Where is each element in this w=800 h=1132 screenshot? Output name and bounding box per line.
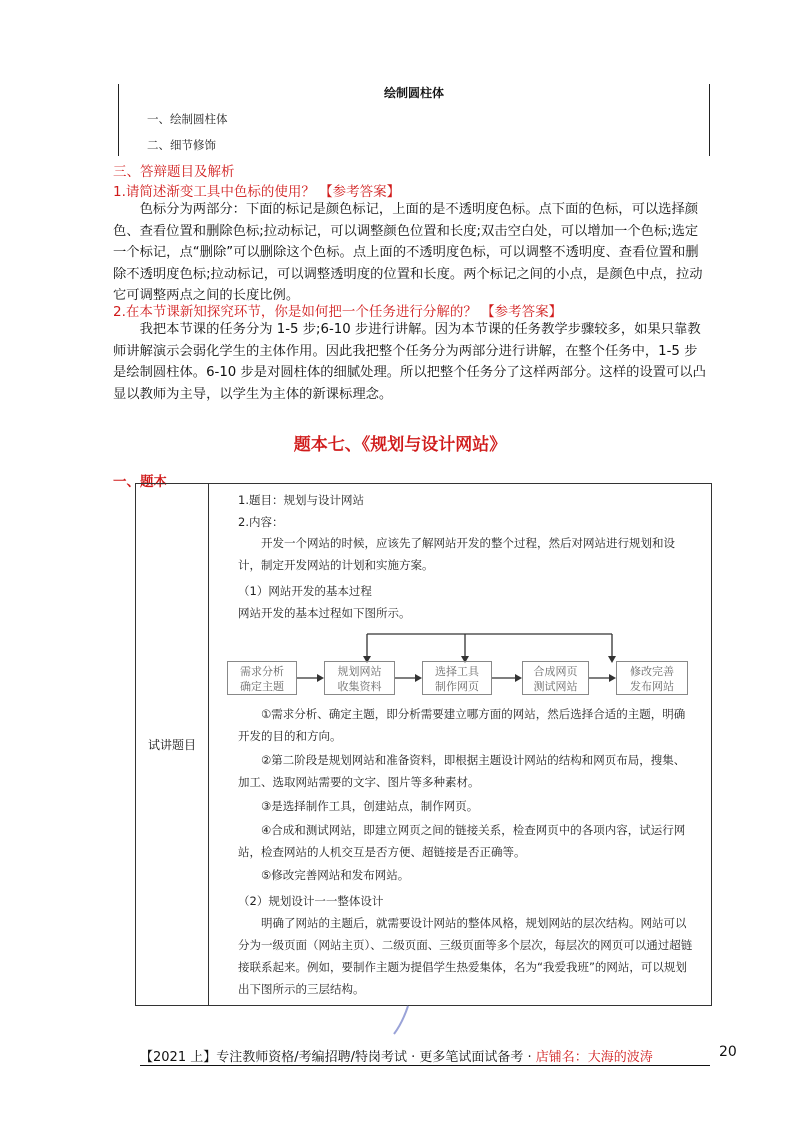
flow-step-3-line2: 制作网页	[435, 680, 479, 693]
flow-step-4-line2: 测试网站	[533, 680, 578, 693]
flow-step-1-line1: 需求分析	[240, 665, 284, 678]
flow-step-4	[522, 661, 589, 695]
chapter-heading: 题本七、《规划与设计网站》	[293, 435, 507, 455]
flow-step-2-line1: 规划网站	[337, 665, 382, 678]
top-box	[118, 84, 710, 156]
table-left-label: 试讲题目	[136, 484, 209, 1006]
table-content	[209, 484, 711, 1005]
flow-step-1-line2: 确定主题	[240, 680, 284, 693]
content-line-sub1-desc: 网站开发的基本过程如下图所示。	[238, 606, 411, 620]
question-1: 1.请简述渐变工具中色标的使用？ 【参考答案】	[113, 184, 401, 200]
flow-step-3-line1: 选择工具	[435, 665, 479, 678]
flow-diagram	[219, 628, 704, 703]
table-content-cell	[209, 484, 712, 1006]
content-step-2: ②第二阶段是规划网站和准备资料，即根据主题设计网站的结构和网页布局，搜集、加工、选取网站需要的文字、图片等多种素材。	[238, 753, 686, 789]
box-item-1: 一、绘制圆柱体	[147, 112, 228, 126]
content-step-3: ③是选择制作工具，创建站点，制作网页。	[261, 799, 479, 813]
footer-line	[140, 1065, 710, 1066]
content-step-1: ①需求分析、确定主题，即分析需要建立哪方面的网站，然后选择合适的主题，明确开发的目的和方向。	[238, 707, 686, 743]
footer-shop: 店铺名：大海的波涛	[535, 1050, 653, 1065]
answer-1: 色标分为两部分：下面的标记是颜色标记，上面的是不透明度色标。点下面的色标，可以选择颜色、查看位置和删除色标;拉动标记，可以调整颜色位置和长度;双击空白处，可以增加一个色标;选定一个标记，点“删除”可以删除这个色标。点上面的不透明度色标，可以调整不透明度、查看位置和删除不透明度色标;拉动标记，可以调整透明度的位置和长度。两个标记之间的小点，是颜色中点，拉动它可调整两点之间的长度比例。	[113, 202, 703, 303]
content-line-title: 1.题目：规划与设计网站	[238, 493, 364, 507]
flow-step-5	[616, 661, 688, 695]
question-2: 2.在本节课新知探究环节，你是如何把一个任务进行分解的？ 【参考答案】	[113, 304, 563, 320]
flow-step-2	[324, 661, 395, 695]
box-title: 绘制圆柱体	[383, 86, 444, 100]
answer-2: 我把本节课的任务分为 1-5 步;6-10 步进行讲解。因为本节课的任务教学步骤较多，如果只靠教师讲解演示会弱化学生的主体作用。因此我把整个任务分为两部分进行讲解，在整个任务中，1-5 步是绘制圆柱体。6-10 步是对圆柱体的细腻处理。所以把整个任务分了这样两部分。这样的设置可以凸显以教师为主导，以学生为主体的新课标理念。	[113, 322, 706, 402]
page-number: 20	[719, 1044, 737, 1060]
content-para-1: 开发一个网站的时候，应该先了解网站开发的整个过程，然后对网站进行规划和设计，制定开发网站的计划和实施方案。	[238, 536, 675, 572]
qa-section-title: 三、答辩题目及解析	[113, 164, 235, 180]
sub-heading: 一、题本	[113, 474, 167, 490]
flow-step-1	[227, 661, 297, 695]
footer-year: 【2021 上】	[140, 1050, 217, 1065]
content-line-label: 2.内容：	[238, 515, 284, 529]
content-line-sub2: （2）规划设计一一整体设计	[238, 894, 384, 908]
flow-step-3	[422, 661, 492, 695]
flow-step-5-line2: 发布网站	[630, 680, 674, 693]
decorative-stroke	[392, 1004, 412, 1036]
box-item-2: 二、细节修饰	[147, 138, 216, 152]
flow-step-5-line1: 修改完善	[630, 665, 674, 678]
content-step-4: ④合成和测试网站，即建立网页之间的链接关系，检查网页中的各项内容，试运行网站，检查网站的人机交互是否方便、超链接是否正确等。	[238, 823, 686, 859]
flow-step-4-line1: 合成网页	[533, 665, 578, 678]
content-line-sub1: （1）网站开发的基本过程	[238, 584, 372, 598]
flow-step-2-line2: 收集资料	[337, 680, 382, 693]
content-step-5: ⑤修改完善网站和发布网站。	[261, 868, 410, 882]
footer-text: 专注教师资格/考编招聘/特岗考试 · 更多笔试面试备考 ·	[216, 1050, 536, 1065]
question-table	[135, 483, 712, 1006]
footer	[140, 1046, 653, 1065]
content-para-2: 明确了网站的主题后，就需要设计网站的整体风格，规划网站的层次结构。网站可以分为一级页面（网站主页）、二级页面、三级页面等多个层次，每层次的网页可以通过超链接联系起来。例如，要制作主题为提倡学生热爱集体，名为“我爱我班”的网站，可以规划出下图所示的三层结构。	[238, 916, 693, 996]
